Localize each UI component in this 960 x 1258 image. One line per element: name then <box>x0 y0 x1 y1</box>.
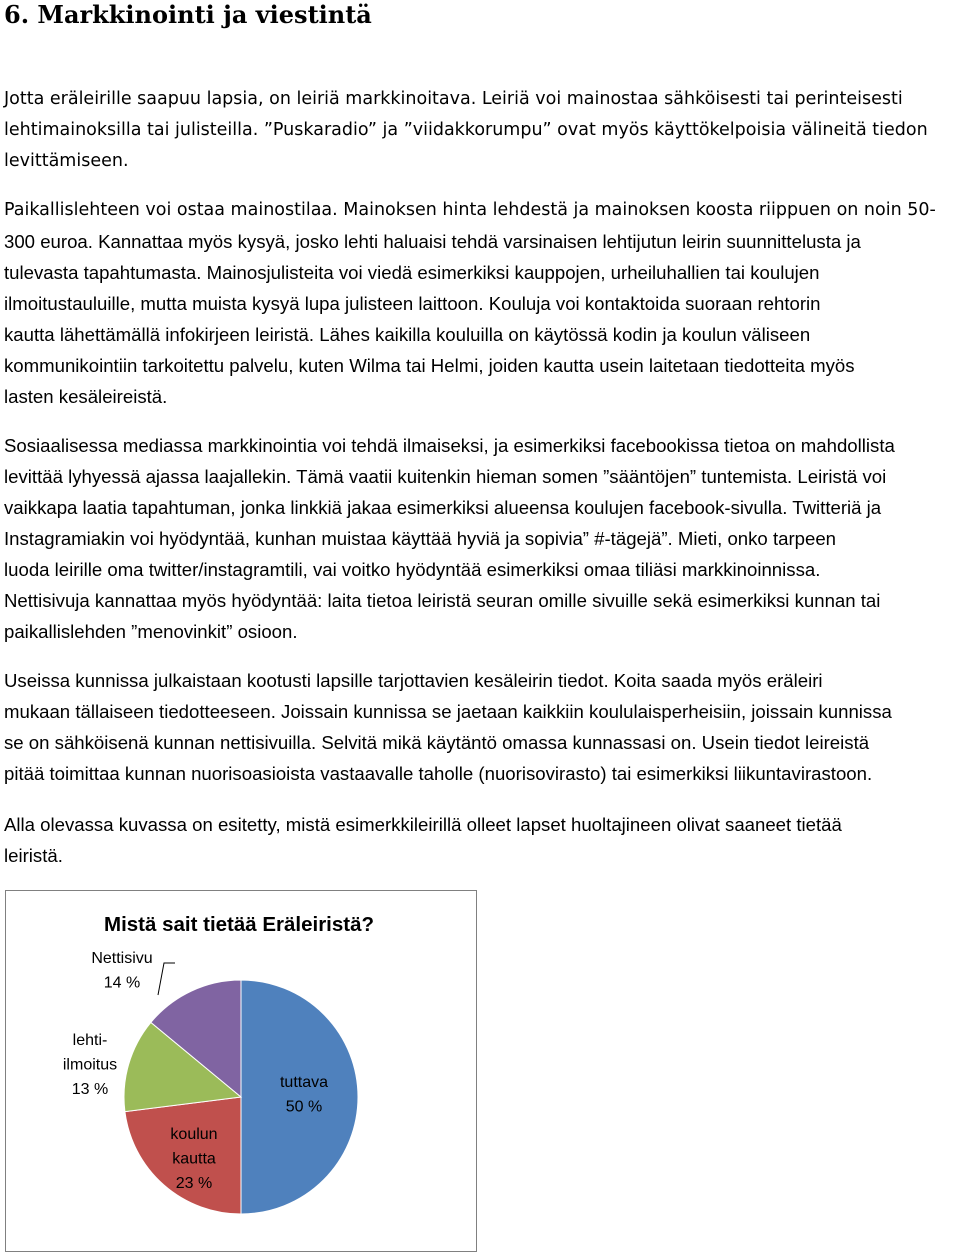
text-line: pitää toimittaa kunnan nuorisoasioista vastaavalle taholle (nuorisovirasto) tai esimerkiksi liikuntavirastoon. <box>4 763 873 784</box>
text-line: ilmoitustauluille, mutta muista kysyä lupa julisteen laittoon. Kouluja voi kontaktoida suoraan rehtorin <box>4 293 821 314</box>
text-line: leiristä. <box>4 845 63 866</box>
slice-nettisivu-label: Nettisivu 14 % <box>91 950 153 992</box>
paragraph-chart-intro <box>4 809 956 871</box>
text-line: Alla olevassa kuvassa on esitetty, mistä esimerkkileirillä olleet lapset huoltajineen olivat saaneet tietää <box>4 814 842 835</box>
slice-tuttava-label: tuttava 50 % <box>279 1074 329 1116</box>
chart-title: Mistä sait tietää Eräleiristä? <box>104 913 375 936</box>
paragraph-local-advertising <box>4 195 956 412</box>
text-line: tulevasta tapahtumasta. Mainosjulisteita voi viedä esimerkiksi kauppojen, urheiluhallien tai koulujen <box>4 262 820 283</box>
paragraph-municipal-bulletins <box>4 665 956 789</box>
slice-koulun-kautta-label: koulun kautta 23 % <box>170 1126 218 1192</box>
section-heading: 6. Markkinointi ja viestintä <box>4 0 372 29</box>
text-line: kommunikointiin tarkoitettu palvelu, kuten Wilma tai Helmi, joiden kautta usein laitetaan tiedotteita myös <box>4 355 855 376</box>
text-line: lasten kesäleireistä. <box>4 386 168 407</box>
paragraph-marketing-intro <box>4 84 956 177</box>
text-line: paikallislehden ”menovinkit” osioon. <box>4 621 298 642</box>
text-line: Paikallislehteen voi ostaa mainostilaa. Mainoksen hinta lehdestä ja mainoksen koosta riippuen on noin 50- <box>4 200 936 220</box>
text-line: Instagramiakin voi hyödyntää, kunhan muistaa käyttää hyviä ja sopivia” #-tägejä”. Mieti, onko tarpeen <box>4 528 837 549</box>
pie-chart <box>6 891 476 1251</box>
leader-line <box>158 963 175 995</box>
text-line: vaikkapa laatia tapahtuman, jonka linkkiä jakaa esimerkiksi alueensa koulujen facebook-sivulla. Twitteriä ja <box>4 497 882 518</box>
slice-lehti-ilmoitus-label: lehti-ilmoitus 13 % <box>62 1032 118 1098</box>
text-line: levittää lyhyessä ajassa laajallekin. Tämä vaatii kuitenkin hieman somen ”sääntöjen” tuntemista. Leiristä voi <box>4 466 887 487</box>
text-line: Useissa kunnissa julkaistaan kootusti lapsille tarjottavien kesäleirin tiedot. Koita saada myös eräleiri <box>4 670 823 691</box>
paragraph-social-media <box>4 430 956 647</box>
text-line: 300 euroa. Kannattaa myös kysyä, josko lehti haluaisi tehdä varsinaisen lehtijutun leirin suunnittelusta ja <box>4 231 861 252</box>
slice-tuttava <box>241 980 358 1214</box>
text-line: Sosiaalisessa mediassa markkinointia voi tehdä ilmaiseksi, ja esimerkiksi facebookissa tietoa on mahdollista <box>4 435 895 456</box>
text-line: Nettisivuja kannattaa myös hyödyntää: laita tietoa leiristä seuran omille sivuille sekä esimerkiksi kunnan tai <box>4 590 881 611</box>
text-line: luoda leirille oma twitter/instagramtili, vai voitko hyödyntää esimerkiksi omaa tiliäsi markkinoinnissa. <box>4 559 821 580</box>
text-line: levittämiseen. <box>4 151 129 171</box>
text-line: kautta lähettämällä infokirjeen leiristä. Lähes kaikilla kouluilla on käytössä kodin ja koulun väliseen <box>4 324 811 345</box>
pie-chart-container <box>5 890 477 1252</box>
text-line: se on sähköisenä kunnan nettisivuilla. Selvitä mikä käytäntö omassa kunnassasi on. Usein tiedot leireistä <box>4 732 870 753</box>
text-line: mukaan tällaiseen tiedotteeseen. Joissain kunnissa se jaetaan kaikkiin koululaisperheisiin, joissain kunnissa <box>4 701 892 722</box>
text-line: Jotta eräleirille saapuu lapsia, on leiriä markkinoitava. Leiriä voi mainostaa sähköisesti tai perinteisesti <box>4 89 903 109</box>
text-line: lehtimainoksilla tai julisteilla. ”Puskaradio” ja ”viidakkorumpu” ovat myös käyttökelpoisia välineitä tiedon <box>4 120 928 140</box>
